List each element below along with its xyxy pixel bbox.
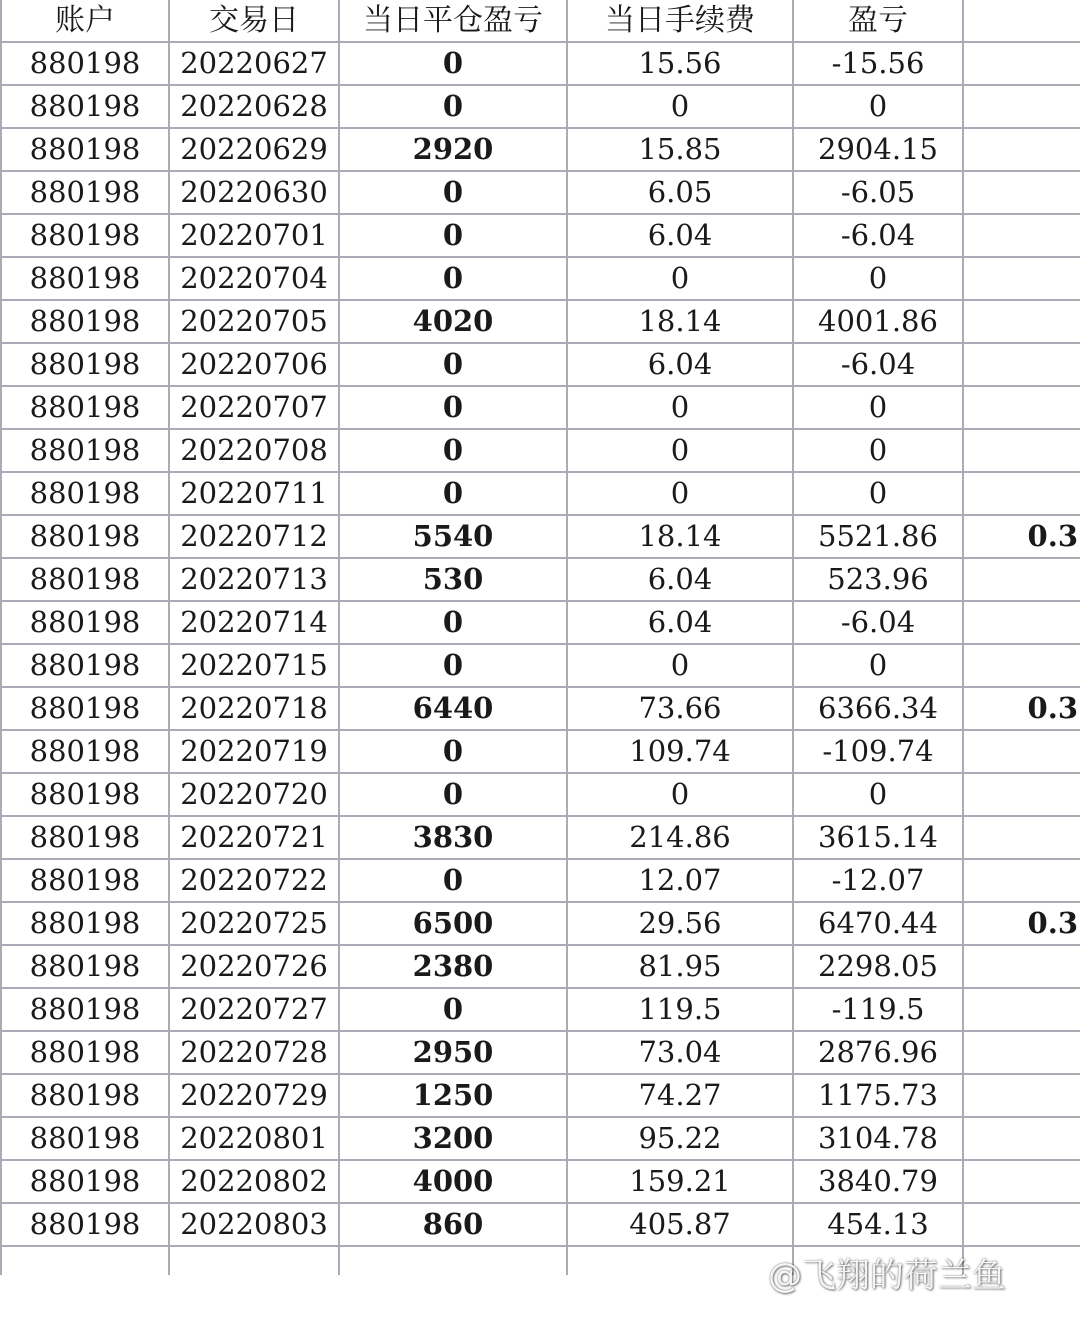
cell-account[interactable]: 880198: [1, 601, 169, 644]
watermark-text: @飞翔的荷兰鱼: [768, 1256, 1006, 1296]
cell-fee[interactable]: 6.05: [567, 171, 793, 214]
cell-trade-date[interactable]: 20220715: [169, 644, 339, 687]
cell-extra[interactable]: [963, 773, 1080, 816]
table-row: [1, 1074, 1080, 1117]
cell-net-pnl[interactable]: 454.13: [793, 1203, 963, 1246]
cell-fee[interactable]: 74.27: [567, 1074, 793, 1117]
cell-fee[interactable]: 0: [567, 85, 793, 128]
cell-account[interactable]: 880198: [1, 1031, 169, 1074]
table-row: [1, 214, 1080, 257]
empty-cell[interactable]: [567, 1246, 793, 1275]
cell-close-pnl[interactable]: 0: [339, 988, 567, 1031]
cell-close-pnl[interactable]: 530: [339, 558, 567, 601]
cell-close-pnl[interactable]: 0: [339, 429, 567, 472]
cell-trade-date[interactable]: 20220728: [169, 1031, 339, 1074]
table-row: [1, 601, 1080, 644]
cell-account[interactable]: 880198: [1, 343, 169, 386]
cell-account[interactable]: 880198: [1, 85, 169, 128]
cell-trade-date[interactable]: 20220706: [169, 343, 339, 386]
cell-net-pnl[interactable]: -6.04: [793, 343, 963, 386]
cell-trade-date[interactable]: 20220718: [169, 687, 339, 730]
cell-fee[interactable]: 81.95: [567, 945, 793, 988]
cell-trade-date[interactable]: 20220701: [169, 214, 339, 257]
cell-net-pnl[interactable]: 3840.79: [793, 1160, 963, 1203]
table-row: [1, 687, 1080, 730]
cell-fee[interactable]: 119.5: [567, 988, 793, 1031]
cell-net-pnl[interactable]: 6366.34: [793, 687, 963, 730]
empty-cell[interactable]: [1, 1246, 169, 1275]
table-row: [1, 945, 1080, 988]
cell-account[interactable]: 880198: [1, 300, 169, 343]
table-row: [1, 85, 1080, 128]
cell-net-pnl[interactable]: 0: [793, 644, 963, 687]
cell-fee[interactable]: 15.56: [567, 42, 793, 85]
cell-net-pnl[interactable]: 1175.73: [793, 1074, 963, 1117]
cell-close-pnl[interactable]: 2920: [339, 128, 567, 171]
cell-extra[interactable]: [963, 816, 1080, 859]
cell-net-pnl[interactable]: -15.56: [793, 42, 963, 85]
cell-extra[interactable]: 0.3: [963, 902, 1080, 945]
table-row: [1, 42, 1080, 85]
table-row: [1, 644, 1080, 687]
cell-account[interactable]: 880198: [1, 773, 169, 816]
table-row: [1, 1160, 1080, 1203]
cell-close-pnl[interactable]: 2950: [339, 1031, 567, 1074]
cell-net-pnl[interactable]: 5521.86: [793, 515, 963, 558]
table-row: [1, 1031, 1080, 1074]
cell-account[interactable]: 880198: [1, 472, 169, 515]
cell-extra[interactable]: [963, 128, 1080, 171]
cell-close-pnl[interactable]: 0: [339, 601, 567, 644]
cell-fee[interactable]: 6.04: [567, 214, 793, 257]
cell-fee[interactable]: 12.07: [567, 859, 793, 902]
cell-account[interactable]: 880198: [1, 214, 169, 257]
cell-account[interactable]: 880198: [1, 1074, 169, 1117]
cell-trade-date[interactable]: 20220721: [169, 816, 339, 859]
cell-net-pnl[interactable]: 523.96: [793, 558, 963, 601]
cell-fee[interactable]: 6.04: [567, 343, 793, 386]
table-row: [1, 343, 1080, 386]
cell-trade-date[interactable]: 20220725: [169, 902, 339, 945]
header-fee[interactable]: 当日手续费: [567, 0, 793, 42]
cell-trade-date[interactable]: 20220803: [169, 1203, 339, 1246]
cell-account[interactable]: 880198: [1, 687, 169, 730]
cell-trade-date[interactable]: 20220726: [169, 945, 339, 988]
cell-account[interactable]: 880198: [1, 42, 169, 85]
cell-account[interactable]: 880198: [1, 386, 169, 429]
cell-trade-date[interactable]: 20220630: [169, 171, 339, 214]
cell-close-pnl[interactable]: 0: [339, 386, 567, 429]
cell-extra[interactable]: [963, 257, 1080, 300]
cell-trade-date[interactable]: 20220629: [169, 128, 339, 171]
cell-extra[interactable]: [963, 85, 1080, 128]
cell-fee[interactable]: 214.86: [567, 816, 793, 859]
cell-account[interactable]: 880198: [1, 1117, 169, 1160]
cell-account[interactable]: 880198: [1, 945, 169, 988]
cell-extra[interactable]: [963, 343, 1080, 386]
table-row: [1, 171, 1080, 214]
table-row: [1, 988, 1080, 1031]
cell-net-pnl[interactable]: 0: [793, 257, 963, 300]
cell-close-pnl[interactable]: 0: [339, 859, 567, 902]
empty-cell[interactable]: [169, 1246, 339, 1275]
cell-trade-date[interactable]: 20220708: [169, 429, 339, 472]
table-row: [1, 1117, 1080, 1160]
cell-net-pnl[interactable]: 2904.15: [793, 128, 963, 171]
cell-net-pnl[interactable]: 0: [793, 472, 963, 515]
cell-close-pnl[interactable]: 6440: [339, 687, 567, 730]
cell-extra[interactable]: [963, 300, 1080, 343]
cell-net-pnl[interactable]: 0: [793, 773, 963, 816]
cell-fee[interactable]: 6.04: [567, 601, 793, 644]
cell-net-pnl[interactable]: 2876.96: [793, 1031, 963, 1074]
cell-net-pnl[interactable]: 0: [793, 386, 963, 429]
cell-close-pnl[interactable]: 6500: [339, 902, 567, 945]
table-row: [1, 773, 1080, 816]
cell-close-pnl[interactable]: 0: [339, 472, 567, 515]
cell-net-pnl[interactable]: -12.07: [793, 859, 963, 902]
cell-fee[interactable]: 73.66: [567, 687, 793, 730]
cell-net-pnl[interactable]: 4001.86: [793, 300, 963, 343]
cell-trade-date[interactable]: 20220711: [169, 472, 339, 515]
cell-close-pnl[interactable]: 0: [339, 214, 567, 257]
cell-extra[interactable]: [963, 472, 1080, 515]
cell-account[interactable]: 880198: [1, 902, 169, 945]
cell-fee[interactable]: 0: [567, 257, 793, 300]
cell-trade-date[interactable]: 20220801: [169, 1117, 339, 1160]
table-row: [1, 1203, 1080, 1246]
table-row: [1, 859, 1080, 902]
cell-account[interactable]: 880198: [1, 128, 169, 171]
cell-extra[interactable]: [963, 1117, 1080, 1160]
cell-net-pnl[interactable]: -6.05: [793, 171, 963, 214]
table-row: [1, 730, 1080, 773]
cell-trade-date[interactable]: 20220720: [169, 773, 339, 816]
cell-close-pnl[interactable]: 1250: [339, 1074, 567, 1117]
cell-account[interactable]: 880198: [1, 816, 169, 859]
cell-net-pnl[interactable]: 6470.44: [793, 902, 963, 945]
table-row: [1, 816, 1080, 859]
cell-net-pnl[interactable]: -6.04: [793, 214, 963, 257]
cell-account[interactable]: 880198: [1, 859, 169, 902]
table-row: [1, 257, 1080, 300]
cell-net-pnl[interactable]: 0: [793, 85, 963, 128]
header-close-pnl[interactable]: 当日平仓盈亏: [339, 0, 567, 42]
cell-fee[interactable]: 18.14: [567, 300, 793, 343]
cell-trade-date[interactable]: 20220714: [169, 601, 339, 644]
cell-trade-date[interactable]: 20220704: [169, 257, 339, 300]
cell-close-pnl[interactable]: 3200: [339, 1117, 567, 1160]
cell-extra[interactable]: [963, 988, 1080, 1031]
cell-close-pnl[interactable]: 0: [339, 644, 567, 687]
header-row: [1, 0, 1080, 42]
cell-trade-date[interactable]: 20220707: [169, 386, 339, 429]
cell-account[interactable]: 880198: [1, 730, 169, 773]
cell-trade-date[interactable]: 20220729: [169, 1074, 339, 1117]
cell-close-pnl[interactable]: 0: [339, 343, 567, 386]
empty-cell[interactable]: [339, 1246, 567, 1275]
cell-account[interactable]: 880198: [1, 257, 169, 300]
cell-close-pnl[interactable]: 2380: [339, 945, 567, 988]
cell-trade-date[interactable]: 20220722: [169, 859, 339, 902]
cell-close-pnl[interactable]: 0: [339, 42, 567, 85]
cell-trade-date[interactable]: 20220719: [169, 730, 339, 773]
table-row: [1, 128, 1080, 171]
cell-close-pnl[interactable]: 4000: [339, 1160, 567, 1203]
cell-fee[interactable]: 109.74: [567, 730, 793, 773]
cell-extra[interactable]: 0.3: [963, 687, 1080, 730]
cell-account[interactable]: 880198: [1, 988, 169, 1031]
cell-close-pnl[interactable]: 0: [339, 257, 567, 300]
table-row: [1, 472, 1080, 515]
header-trade-date[interactable]: 交易日: [169, 0, 339, 42]
cell-close-pnl[interactable]: 4020: [339, 300, 567, 343]
cell-fee[interactable]: 0: [567, 773, 793, 816]
cell-extra[interactable]: [963, 42, 1080, 85]
cell-fee[interactable]: 29.56: [567, 902, 793, 945]
header-net-pnl[interactable]: 盈亏: [793, 0, 963, 42]
table-row: [1, 515, 1080, 558]
cell-close-pnl[interactable]: 0: [339, 85, 567, 128]
cell-fee[interactable]: 405.87: [567, 1203, 793, 1246]
cell-extra[interactable]: [963, 644, 1080, 687]
cell-trade-date[interactable]: 20220705: [169, 300, 339, 343]
cell-extra[interactable]: [963, 429, 1080, 472]
cell-extra[interactable]: [963, 1203, 1080, 1246]
cell-fee[interactable]: 0: [567, 429, 793, 472]
cell-trade-date[interactable]: 20220727: [169, 988, 339, 1031]
table-row: [1, 558, 1080, 601]
cell-account[interactable]: 880198: [1, 1160, 169, 1203]
cell-extra[interactable]: [963, 171, 1080, 214]
cell-fee[interactable]: 6.04: [567, 558, 793, 601]
cell-close-pnl[interactable]: 0: [339, 730, 567, 773]
cell-extra[interactable]: 0.3: [963, 515, 1080, 558]
table-row: [1, 300, 1080, 343]
cell-net-pnl[interactable]: -119.5: [793, 988, 963, 1031]
cell-fee[interactable]: 95.22: [567, 1117, 793, 1160]
cell-account[interactable]: 880198: [1, 429, 169, 472]
cell-extra[interactable]: [963, 1074, 1080, 1117]
cell-trade-date[interactable]: 20220712: [169, 515, 339, 558]
cell-extra[interactable]: [963, 601, 1080, 644]
cell-net-pnl[interactable]: 2298.05: [793, 945, 963, 988]
cell-extra[interactable]: [963, 214, 1080, 257]
cell-account[interactable]: 880198: [1, 515, 169, 558]
cell-net-pnl[interactable]: -6.04: [793, 601, 963, 644]
cell-extra[interactable]: [963, 859, 1080, 902]
cell-account[interactable]: 880198: [1, 1203, 169, 1246]
header-account[interactable]: 账户: [1, 0, 169, 42]
cell-trade-date[interactable]: 20220627: [169, 42, 339, 85]
cell-fee[interactable]: 0: [567, 472, 793, 515]
cell-close-pnl[interactable]: 3830: [339, 816, 567, 859]
cell-extra[interactable]: [963, 730, 1080, 773]
cell-close-pnl[interactable]: 5540: [339, 515, 567, 558]
cell-trade-date[interactable]: 20220628: [169, 85, 339, 128]
cell-extra[interactable]: [963, 558, 1080, 601]
cell-net-pnl[interactable]: 0: [793, 429, 963, 472]
cell-fee[interactable]: 73.04: [567, 1031, 793, 1074]
cell-fee[interactable]: 0: [567, 386, 793, 429]
cell-trade-date[interactable]: 20220802: [169, 1160, 339, 1203]
cell-account[interactable]: 880198: [1, 644, 169, 687]
cell-close-pnl[interactable]: 0: [339, 773, 567, 816]
table-row: [1, 386, 1080, 429]
cell-account[interactable]: 880198: [1, 171, 169, 214]
cell-net-pnl[interactable]: 3104.78: [793, 1117, 963, 1160]
cell-fee[interactable]: 15.85: [567, 128, 793, 171]
cell-extra[interactable]: [963, 1031, 1080, 1074]
table-row: [1, 429, 1080, 472]
header-extra[interactable]: [963, 0, 1080, 42]
table-row: [1, 902, 1080, 945]
cell-net-pnl[interactable]: -109.74: [793, 730, 963, 773]
cell-extra[interactable]: [963, 386, 1080, 429]
cell-fee[interactable]: 159.21: [567, 1160, 793, 1203]
cell-close-pnl[interactable]: 0: [339, 171, 567, 214]
cell-fee[interactable]: 18.14: [567, 515, 793, 558]
cell-account[interactable]: 880198: [1, 558, 169, 601]
cell-extra[interactable]: [963, 1160, 1080, 1203]
cell-extra[interactable]: [963, 945, 1080, 988]
cell-close-pnl[interactable]: 860: [339, 1203, 567, 1246]
cell-fee[interactable]: 0: [567, 644, 793, 687]
cell-net-pnl[interactable]: 3615.14: [793, 816, 963, 859]
cell-trade-date[interactable]: 20220713: [169, 558, 339, 601]
